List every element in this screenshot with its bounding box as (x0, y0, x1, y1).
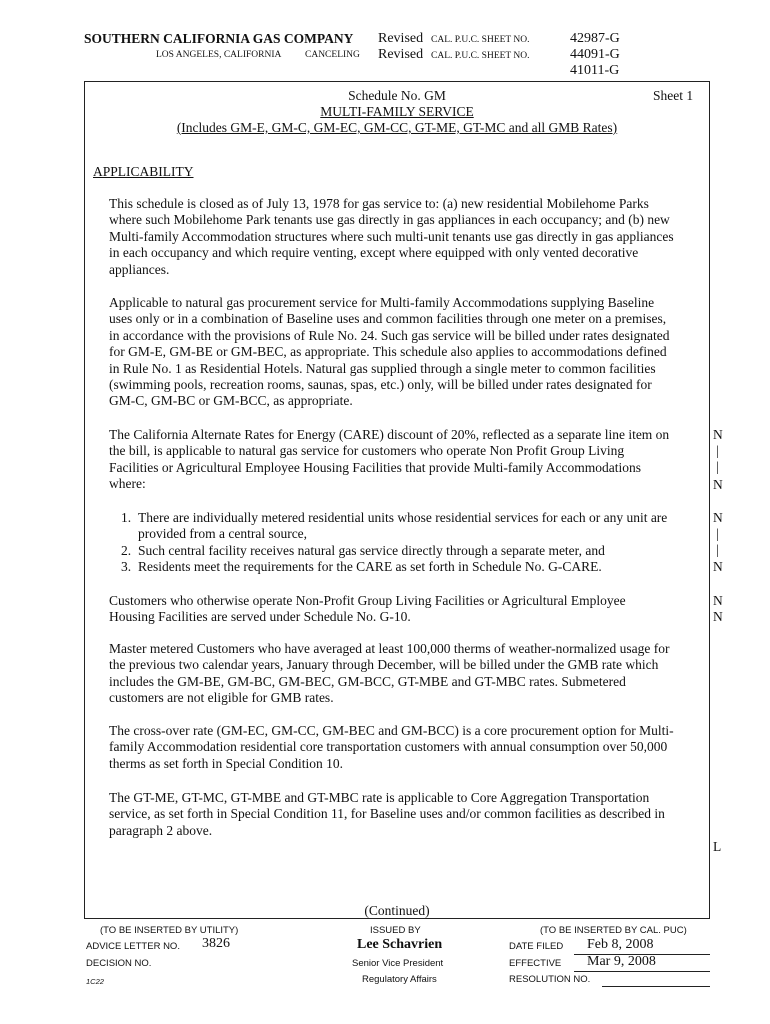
sheet-number-1: 42987-G (570, 31, 620, 46)
text-line: Applicable to natural gas procurement service for Multi-family Accommodations supplying Baseline (109, 295, 655, 310)
puc-label: (TO BE INSERTED BY CAL. PUC) (540, 925, 687, 936)
bar-mark: | (716, 542, 719, 557)
continued-label: (Continued) (364, 903, 430, 918)
issuer-title-1: Senior Vice President (352, 958, 444, 969)
issuer-title-2: Regulatory Affairs (362, 974, 437, 985)
issuer-name: Lee Schavrien (357, 937, 443, 952)
text-line: includes the GM-BE, GM-BC, GM-BEC, GM-BCC, GT-MBE and GT-MBC rates. Submetered (109, 673, 626, 689)
paragraph-6 (109, 723, 709, 772)
text-line: (swimming pools, recreation rooms, saunas, spas, etc.) only, will be billed under rates designated for (109, 377, 652, 393)
text-line: appliances. (109, 261, 170, 277)
text-line: service, as set forth in Special Condition 11, for Baseline uses and/or common facilities as described in (109, 806, 665, 822)
effective-underline (574, 971, 710, 972)
utility-label: (TO BE INSERTED BY UTILITY) (100, 925, 239, 936)
text-line: The California Alternate Rates for Energy (CARE) discount of 20%, reflected as a separate line item on (109, 427, 670, 442)
text-line: where such Mobilehome Park tenants use gas directly in gas appliances in each occupancy; and (b) new (109, 212, 670, 228)
bar-mark: | (716, 526, 719, 541)
list-item (121, 559, 711, 575)
bar-mark: | (716, 443, 719, 458)
sheet-number: Sheet 1 (653, 88, 694, 103)
sheet-number-2: 44091-G (570, 47, 620, 62)
text-line: Customers who otherwise operate Non-Profit Group Living Facilities or Agricultural Employee (109, 593, 626, 608)
advice-letter-label: ADVICE LETTER NO. (86, 941, 180, 952)
care-conditions-list (121, 510, 711, 576)
bar-mark: | (716, 459, 719, 474)
includes-subtitle: (Includes GM-E, GM-C, GM-EC, GM-CC, GT-ME, GT-MC and all GMB Rates) (176, 120, 618, 135)
company-city: LOS ANGELES, CALIFORNIA (156, 50, 282, 60)
text-line: in each occupancy and which require venting, except where equipped with only vented decorative (109, 245, 639, 261)
text-line: Facilities or Agricultural Employee Housing Facilities that provide Multi-family Accommodations (109, 459, 642, 475)
text-line: in accordance with the provisions of Rule No. 24. Such gas service will be billed under rates designated (109, 327, 670, 343)
paragraph-2 (109, 295, 709, 410)
new-mark: N (713, 593, 723, 608)
list-number: 2. (121, 542, 132, 558)
list-number: 3. (121, 559, 132, 575)
issued-by-label: ISSUED BY (370, 925, 421, 936)
resolution-underline (602, 986, 710, 987)
list-item (121, 543, 711, 559)
text-line: Master metered Customers who have averaged at least 100,000 therms of weather-normalized usage for (109, 641, 670, 656)
text-line: GM-C, GM-BC or GM-BCC, as appropriate. (109, 393, 353, 409)
company-name: SOUTHERN CALIFORNIA GAS COMPANY (84, 31, 354, 46)
new-mark: N (713, 477, 723, 492)
text-line: uses only or in a combination of Baseline uses and common facilities through one meter on a premises, (109, 311, 667, 327)
schedule-title: Schedule No. GM (348, 88, 446, 103)
list-text: There are individually metered residential units whose residential services for each or any unit are (138, 510, 668, 525)
text-line: in Rule No. 1 as Residential Hotels. Natural gas supplied through a single meter to common facilities (109, 360, 656, 376)
effective-value: Mar 9, 2008 (587, 954, 656, 969)
applicability-heading: APPLICABILITY (93, 164, 194, 179)
text-line: the previous two calendar years, January through December, will be billed under the GMB rate which (109, 657, 659, 673)
text-line: paragraph 2 above. (109, 822, 213, 838)
form-code: 1C22 (86, 977, 104, 986)
sheet-label-1: CAL. P.U.C. SHEET NO. (431, 35, 530, 45)
service-title: MULTI-FAMILY SERVICE (320, 104, 474, 119)
effective-label: EFFECTIVE (509, 958, 562, 969)
location-mark: L (713, 839, 722, 854)
new-mark: N (713, 609, 723, 624)
paragraph-5 (109, 641, 709, 707)
text-line: therms as set forth in Special Condition 10. (109, 755, 343, 771)
text-line: family Accommodation residential core transportation customers with annual consumption over 50,000 (109, 739, 668, 755)
decision-label: DECISION NO. (86, 958, 152, 969)
list-text: Such central facility receives natural gas service directly through a separate meter, and (138, 542, 605, 558)
paragraph-1 (109, 196, 709, 278)
list-text: provided from a central source, (138, 526, 308, 542)
text-line: This schedule is closed as of July 13, 1978 for gas service to: (a) new residential Mobilehome Parks (109, 196, 649, 211)
revised-label-2: Revised (378, 47, 424, 62)
paragraph-7 (109, 790, 709, 839)
text-line: The cross-over rate (GM-EC, GM-CC, GM-BEC and GM-BCC) is a core procurement option for Multi- (109, 723, 674, 738)
text-line: Housing Facilities are served under Schedule No. G-10. (109, 609, 411, 625)
list-number: 1. (121, 510, 132, 525)
text-line: The GT-ME, GT-MC, GT-MBE and GT-MBC rate is applicable to Core Aggregation Transportation (109, 790, 650, 805)
paragraph-4 (109, 593, 709, 626)
text-line: Multi-family Accommodation structures where such multi-unit tenants use gas directly in gas appliances (109, 228, 674, 244)
text-line: where: (109, 476, 146, 492)
revised-label-1: Revised (378, 31, 424, 46)
canceling-label: CANCELING (305, 50, 360, 60)
new-mark: N (713, 559, 723, 574)
date-filed-value: Feb 8, 2008 (587, 937, 654, 952)
sheet-label-2: CAL. P.U.C. SHEET NO. (431, 51, 530, 61)
paragraph-3 (109, 427, 709, 493)
resolution-label: RESOLUTION NO. (509, 974, 591, 985)
sheet-number-3: 41011-G (570, 63, 620, 78)
list-item (121, 510, 711, 526)
new-mark: N (713, 510, 723, 525)
text-line: for GM-E, GM-BE or GM-BEC, as appropriate. This schedule also applies to accommodations defined (109, 344, 667, 360)
text-line: customers are not eligible for GMB rates. (109, 690, 334, 706)
advice-letter-number: 3826 (202, 936, 230, 951)
new-mark: N (713, 427, 723, 442)
list-text: Residents meet the requirements for the CARE as set forth in Schedule No. G-CARE. (138, 559, 602, 575)
text-line: the bill, is applicable to natural gas service for customers who operate Non Profit Group Living (109, 443, 625, 459)
date-filed-label: DATE FILED (509, 941, 564, 952)
